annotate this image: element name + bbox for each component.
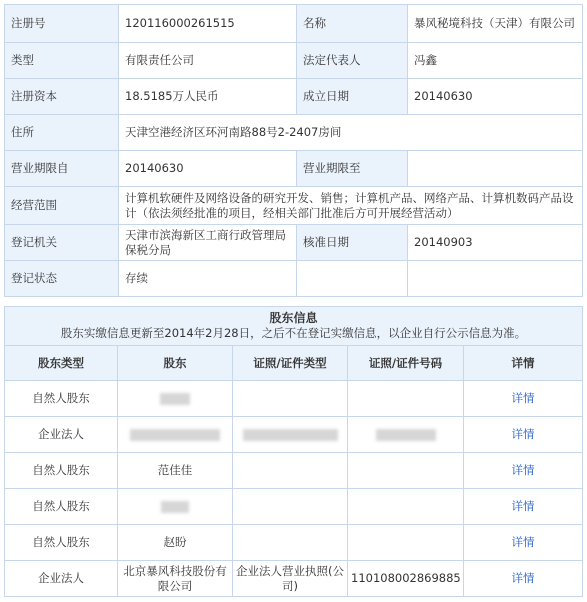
shareholder-id-type <box>233 489 348 525</box>
shareholder-name: 赵盼 <box>118 525 233 561</box>
shareholder-id-type: 企业法人营业执照(公司) <box>233 561 348 597</box>
detail-link[interactable]: 详情 <box>464 525 583 561</box>
capital-label: 注册资本 <box>5 79 119 115</box>
term-from-label: 营业期限自 <box>5 151 119 187</box>
shareholder-id-type-redacted <box>233 417 348 453</box>
name-value: 暴风秘境科技（天津）有限公司 <box>408 5 583 43</box>
row-authority <box>5 225 583 261</box>
row-term <box>5 151 583 187</box>
scope-label: 经营范围 <box>5 187 119 225</box>
header-id-no: 证照/证件号码 <box>348 346 464 381</box>
header-name: 股东 <box>118 346 233 381</box>
term-to-label: 营业期限至 <box>297 151 408 187</box>
shareholder-type: 自然人股东 <box>5 381 118 417</box>
registration-table <box>4 4 583 297</box>
authority-value: 天津市滨海新区工商行政管理局保税分局 <box>119 225 297 261</box>
type-label: 类型 <box>5 43 119 79</box>
header-id-type: 证照/证件类型 <box>233 346 348 381</box>
shareholder-type: 企业法人 <box>5 561 118 597</box>
address-label: 住所 <box>5 115 119 151</box>
shareholder-id-type <box>233 525 348 561</box>
shareholder-type: 自然人股东 <box>5 453 118 489</box>
shareholder-name-redacted <box>118 417 233 453</box>
header-detail: 详情 <box>464 346 583 381</box>
capital-value: 18.5185万人民币 <box>119 79 297 115</box>
shareholders-note: 股东实缴信息更新至2014年2月28日，之后不在登记实缴信息，以企业自行公示信息为准。 <box>60 326 527 340</box>
status-value: 存续 <box>119 261 297 297</box>
name-label: 名称 <box>297 5 408 43</box>
shareholder-id-no <box>348 525 464 561</box>
detail-link[interactable]: 详情 <box>464 453 583 489</box>
table-row <box>5 453 583 489</box>
shareholder-name: 范佳佳 <box>118 453 233 489</box>
authority-label: 登记机关 <box>5 225 119 261</box>
detail-link[interactable]: 详情 <box>464 489 583 525</box>
shareholder-name-redacted <box>118 381 233 417</box>
shareholders-header-row <box>5 346 583 381</box>
shareholder-id-no <box>348 453 464 489</box>
table-row <box>5 381 583 417</box>
shareholder-type: 自然人股东 <box>5 489 118 525</box>
shareholder-id-no: 110108002869885 <box>348 561 464 597</box>
table-row <box>5 417 583 453</box>
legal-rep-label: 法定代表人 <box>297 43 408 79</box>
shareholder-id-no <box>348 489 464 525</box>
row-status <box>5 261 583 297</box>
shareholders-caption-row <box>5 307 583 346</box>
shareholder-name-redacted <box>118 489 233 525</box>
est-date-label: 成立日期 <box>297 79 408 115</box>
row-capital <box>5 79 583 115</box>
shareholder-id-type <box>233 381 348 417</box>
approve-date-label: 核准日期 <box>297 225 408 261</box>
shareholder-type: 企业法人 <box>5 417 118 453</box>
row-address <box>5 115 583 151</box>
term-from-value: 20140630 <box>119 151 297 187</box>
shareholder-name: 北京暴风科技股份有限公司 <box>118 561 233 597</box>
est-date-value: 20140630 <box>408 79 583 115</box>
reg-no-label: 注册号 <box>5 5 119 43</box>
scope-value: 计算机软硬件及网络设备的研究开发、销售；计算机产品、网络产品、计算机数码产品设计（依法须经批准的项目，经相关部门批准后方可开展经营活动） <box>119 187 583 225</box>
type-value: 有限责任公司 <box>119 43 297 79</box>
reg-no-value: 120116000261515 <box>119 5 297 43</box>
shareholder-id-no <box>348 381 464 417</box>
row-reg-no <box>5 5 583 43</box>
status-label: 登记状态 <box>5 261 119 297</box>
shareholders-title: 股东信息 <box>269 311 318 325</box>
table-row <box>5 489 583 525</box>
address-value: 天津空港经济区环河南路88号2-2407房间 <box>119 115 583 151</box>
shareholders-caption <box>5 307 583 346</box>
legal-rep-value: 冯鑫 <box>408 43 583 79</box>
table-row <box>5 561 583 597</box>
table-row <box>5 525 583 561</box>
detail-link[interactable]: 详情 <box>464 561 583 597</box>
status-empty-1 <box>297 261 408 297</box>
status-empty-2 <box>408 261 583 297</box>
header-type: 股东类型 <box>5 346 118 381</box>
shareholders-table <box>4 306 583 597</box>
shareholder-id-type <box>233 453 348 489</box>
detail-link[interactable]: 详情 <box>464 381 583 417</box>
approve-date-value: 20140903 <box>408 225 583 261</box>
row-scope <box>5 187 583 225</box>
shareholder-type: 自然人股东 <box>5 525 118 561</box>
detail-link[interactable]: 详情 <box>464 417 583 453</box>
term-to-value <box>408 151 583 187</box>
row-type <box>5 43 583 79</box>
shareholder-id-no-redacted <box>348 417 464 453</box>
